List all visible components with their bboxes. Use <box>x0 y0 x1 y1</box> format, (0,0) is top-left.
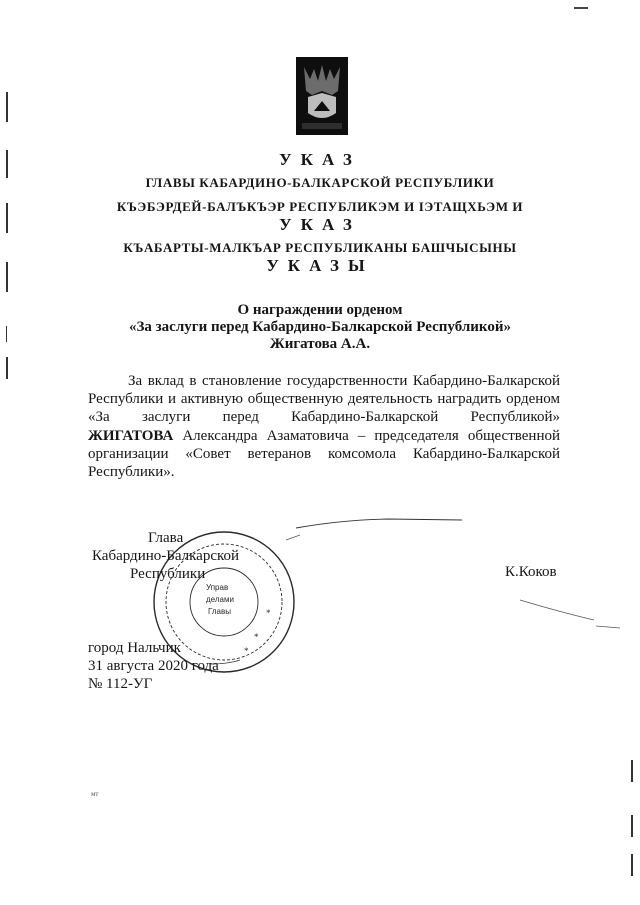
body-word: комсомола <box>328 445 397 462</box>
body-line <box>88 408 560 426</box>
svg-text:*: * <box>254 632 259 642</box>
position-line: Республики <box>130 566 206 582</box>
stamp-text: Главы <box>208 607 231 616</box>
body-text: Александра Азаматовича – председателя общественной <box>182 427 561 444</box>
margin-mark <box>6 92 8 122</box>
body-line <box>88 427 560 445</box>
title-line: О награждении орденом <box>237 302 403 318</box>
body-word: заслуги <box>141 409 191 426</box>
body-line <box>88 445 560 463</box>
coat-of-arms-emblem <box>296 57 348 135</box>
stamp-text: Управ <box>206 583 229 592</box>
decree-body <box>88 372 560 481</box>
corner-mark <box>574 7 588 9</box>
body-line <box>88 372 560 390</box>
body-word: перед <box>222 409 259 426</box>
issue-place: город Нальчик <box>88 640 181 656</box>
document-code: мт <box>91 790 99 798</box>
svg-text:*: * <box>266 608 271 618</box>
stamp-text: делами <box>206 595 234 604</box>
decree-number: № 112-УГ <box>88 676 153 692</box>
header-line-russian: ГЛАВЫ КАБАРДИНО-БАЛКАРСКОЙ РЕСПУБЛИКИ <box>145 175 495 190</box>
margin-mark <box>631 854 633 876</box>
margin-mark <box>631 760 633 782</box>
awardee-surname: ЖИГАТОВА <box>88 427 174 444</box>
body-word: Кабардино-Балкарской <box>291 409 439 426</box>
title-line: Жигатова А.А. <box>269 336 371 352</box>
body-word: ветеранов <box>247 445 312 462</box>
position-line: Кабардино-Балкарской <box>92 548 240 564</box>
margin-mark <box>631 815 633 837</box>
issue-date: 31 августа 2020 года <box>88 658 219 674</box>
body-word: «Совет <box>185 445 231 462</box>
header-line-kabardian: КЪЭБЭРДЕЙ-БАЛЪКЪЭР РЕСПУБЛИКЭМ И ІЭТАЩХЬЭМ И <box>116 199 524 214</box>
signatory-name: К.Коков <box>505 564 557 580</box>
body-word: «За <box>88 409 110 426</box>
decree-heading: УКАЗ <box>279 150 361 169</box>
body-text: За вклад в становление государственности Кабардино-Балкарской <box>128 373 560 389</box>
body-word: Республикой» <box>470 409 560 426</box>
title-line: «За заслуги перед Кабардино-Балкарской Республикой» <box>128 319 511 335</box>
body-line: Республики». <box>88 464 175 481</box>
header-line-balkarian: КЪАБАРТЫ-МАЛКЪАР РЕСПУБЛИКАНЫ БАШЧЫСЫНЫ <box>123 240 517 255</box>
position-line: Глава <box>148 530 184 546</box>
body-word: организации <box>88 445 169 462</box>
body-line: Республики и активную общественную деятельность наградить орденом <box>88 391 560 408</box>
decree-title <box>0 302 640 353</box>
body-word: Кабардино-Балкарской <box>412 445 560 462</box>
decree-heading-balkarian: УКАЗЫ <box>266 256 374 275</box>
signatory-position <box>92 529 262 583</box>
decree-heading-kabardian: УКАЗ <box>279 215 361 234</box>
margin-mark <box>6 357 8 379</box>
svg-text:*: * <box>244 646 249 656</box>
